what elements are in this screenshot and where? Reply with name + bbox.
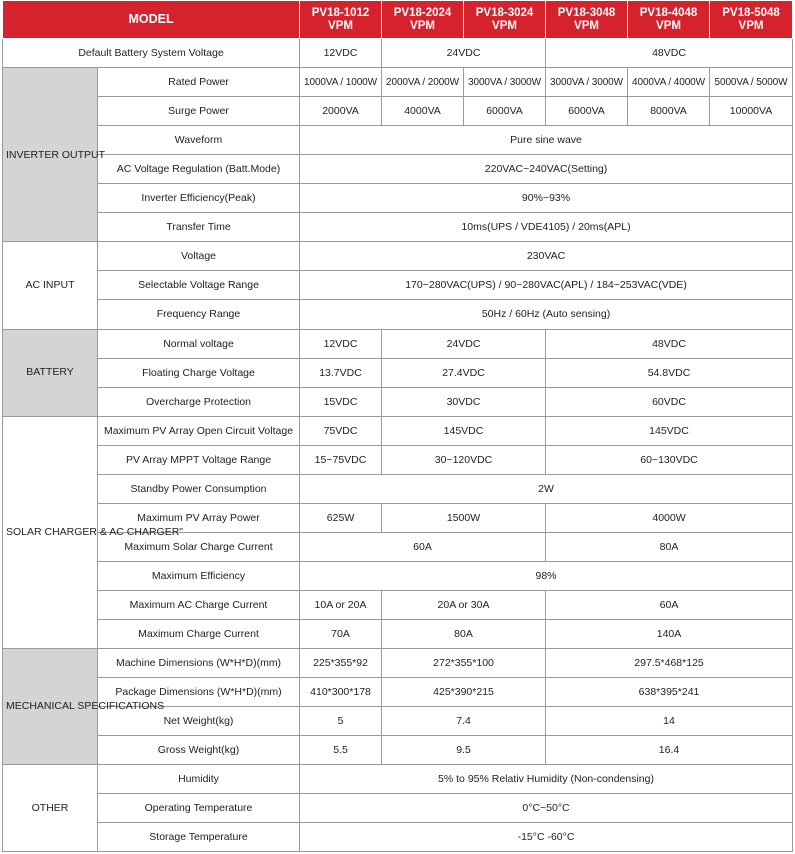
table-cell: 10000VA [710,97,793,126]
table-row [3,329,793,358]
table-cell: 625W [300,503,382,532]
table-cell: 297.5*468*125 [546,648,793,677]
group-label-other: OTHER [3,764,98,851]
table-cell: 5.5 [300,735,382,764]
spec-table [2,0,793,852]
group-label-solar-charger: SOLAR CHARGER & AC CHARGER" [3,416,98,648]
table-cell: 1500W [382,503,546,532]
table-cell: 4000VA [382,97,464,126]
table-cell: 5 [300,706,382,735]
group-label-ac-input: AC INPUT [3,242,98,329]
param-label: Storage Temperature [98,822,300,851]
table-cell: -15°C -60°C [300,822,793,851]
table-cell: 410*300*178 [300,677,382,706]
table-cell: 5% to 95% Relativ Humidity (Non-condensing) [300,764,793,793]
param-label: Standby Power Consumption [98,474,300,503]
table-cell: 50Hz / 60Hz (Auto sensing) [300,300,793,329]
table-cell: 2W [300,474,793,503]
table-row [3,242,793,271]
table-cell: 2000VA [300,97,382,126]
table-cell: 8000VA [628,97,710,126]
param-label: Normal voltage [98,329,300,358]
table-cell: 272*355*100 [382,648,546,677]
param-label: Package Dimensions (W*H*D)(mm) [98,677,300,706]
param-label: Gross Weight(kg) [98,735,300,764]
table-cell: 4000W [546,503,793,532]
param-label: Selectable Voltage Range [98,271,300,300]
table-row [3,39,793,68]
table-row [3,387,793,416]
table-row [3,68,793,97]
table-cell: 60A [546,590,793,619]
table-cell: 12VDC [300,329,382,358]
table-cell: 10A or 20A [300,590,382,619]
table-row [3,793,793,822]
table-row [3,619,793,648]
table-cell: 9.5 [382,735,546,764]
table-cell: 145VDC [382,416,546,445]
table-cell: 48VDC [546,329,793,358]
table-row [3,126,793,155]
model-column-header: PV18-1012 VPM [300,1,382,39]
table-row [3,735,793,764]
table-row [3,648,793,677]
table-cell: 15VDC [300,387,382,416]
table-cell: 225*355*92 [300,648,382,677]
param-label: Floating Charge Voltage [98,358,300,387]
table-row [3,184,793,213]
model-column-header: PV18-3024 VPM [464,1,546,39]
table-cell: 140A [546,619,793,648]
group-label-mechanical: MECHANICAL SPECIFICATIONS [3,648,98,764]
table-row [3,445,793,474]
table-cell: 24VDC [382,329,546,358]
table-cell: 80A [546,532,793,561]
table-cell: 16.4 [546,735,793,764]
param-label: Humidity [98,764,300,793]
param-label: AC Voltage Regulation (Batt.Mode) [98,155,300,184]
table-cell: 220VAC~240VAC(Setting) [300,155,793,184]
param-label: Net Weight(kg) [98,706,300,735]
table-cell: 145VDC [546,416,793,445]
table-cell: 14 [546,706,793,735]
table-row [3,213,793,242]
table-row [3,416,793,445]
table-cell: 12VDC [300,39,382,68]
param-label: Voltage [98,242,300,271]
table-row [3,561,793,590]
default-battery-label: Default Battery System Voltage [3,39,300,68]
table-cell: 10ms(UPS / VDE4105) / 20ms(APL) [300,213,793,242]
table-cell: 48VDC [546,39,793,68]
group-label-battery: BATTERY [3,329,98,416]
param-label: Machine Dimensions (W*H*D)(mm) [98,648,300,677]
table-cell: Pure sine wave [300,126,793,155]
table-cell: 3000VA / 3000W [464,68,546,97]
table-row [3,155,793,184]
table-cell: 70A [300,619,382,648]
table-cell: 24VDC [382,39,546,68]
param-label: Overcharge Protection [98,387,300,416]
table-cell: 230VAC [300,242,793,271]
model-column-header: PV18-2024 VPM [382,1,464,39]
param-label: Operating Temperature [98,793,300,822]
param-label: Frequency Range [98,300,300,329]
table-cell: 60~130VDC [546,445,793,474]
table-row [3,97,793,126]
param-label: Surge Power [98,97,300,126]
param-label: Maximum PV Array Power [98,503,300,532]
table-cell: 1000VA / 1000W [300,68,382,97]
table-cell: 5000VA / 5000W [710,68,793,97]
table-cell: 30VDC [382,387,546,416]
table-cell: 75VDC [300,416,382,445]
table-row [3,300,793,329]
table-cell: 4000VA / 4000W [628,68,710,97]
header-row [3,1,793,39]
param-label: Rated Power [98,68,300,97]
table-cell: 2000VA / 2000W [382,68,464,97]
param-label: PV Array MPPT Voltage Range [98,445,300,474]
table-cell: 425*390*215 [382,677,546,706]
param-label: Maximum Charge Current [98,619,300,648]
table-cell: 80A [382,619,546,648]
param-label: Maximum Efficiency [98,561,300,590]
table-cell: 6000VA [546,97,628,126]
model-column-header: PV18-4048 VPM [628,1,710,39]
model-column-header: PV18-5048 VPM [710,1,793,39]
table-row [3,822,793,851]
table-cell: 3000VA / 3000W [546,68,628,97]
param-label: Transfer Time [98,213,300,242]
table-cell: 27.4VDC [382,358,546,387]
table-cell: 6000VA [464,97,546,126]
table-cell: 0°C~50°C [300,793,793,822]
param-label: Maximum Solar Charge Current [98,532,300,561]
table-cell: 98% [300,561,793,590]
table-cell: 7.4 [382,706,546,735]
param-label: Waveform [98,126,300,155]
param-label: Maximum AC Charge Current [98,590,300,619]
table-cell: 638*395*241 [546,677,793,706]
table-row [3,590,793,619]
table-cell: 60VDC [546,387,793,416]
table-row [3,474,793,503]
table-cell: 15~75VDC [300,445,382,474]
table-cell: 30~120VDC [382,445,546,474]
table-cell: 20A or 30A [382,590,546,619]
table-row [3,358,793,387]
param-label: Maximum PV Array Open Circuit Voltage [98,416,300,445]
table-cell: 60A [300,532,546,561]
table-row [3,271,793,300]
table-cell: 13.7VDC [300,358,382,387]
table-cell: 90%~93% [300,184,793,213]
model-header: MODEL [3,1,300,39]
table-cell: 54.8VDC [546,358,793,387]
model-column-header: PV18-3048 VPM [546,1,628,39]
table-cell: 170~280VAC(UPS) / 90~280VAC(APL) / 184~253VAC(VDE) [300,271,793,300]
group-label-inverter-output: INVERTER OUTPUT [3,68,98,242]
table-row [3,764,793,793]
param-label: Inverter Efficiency(Peak) [98,184,300,213]
